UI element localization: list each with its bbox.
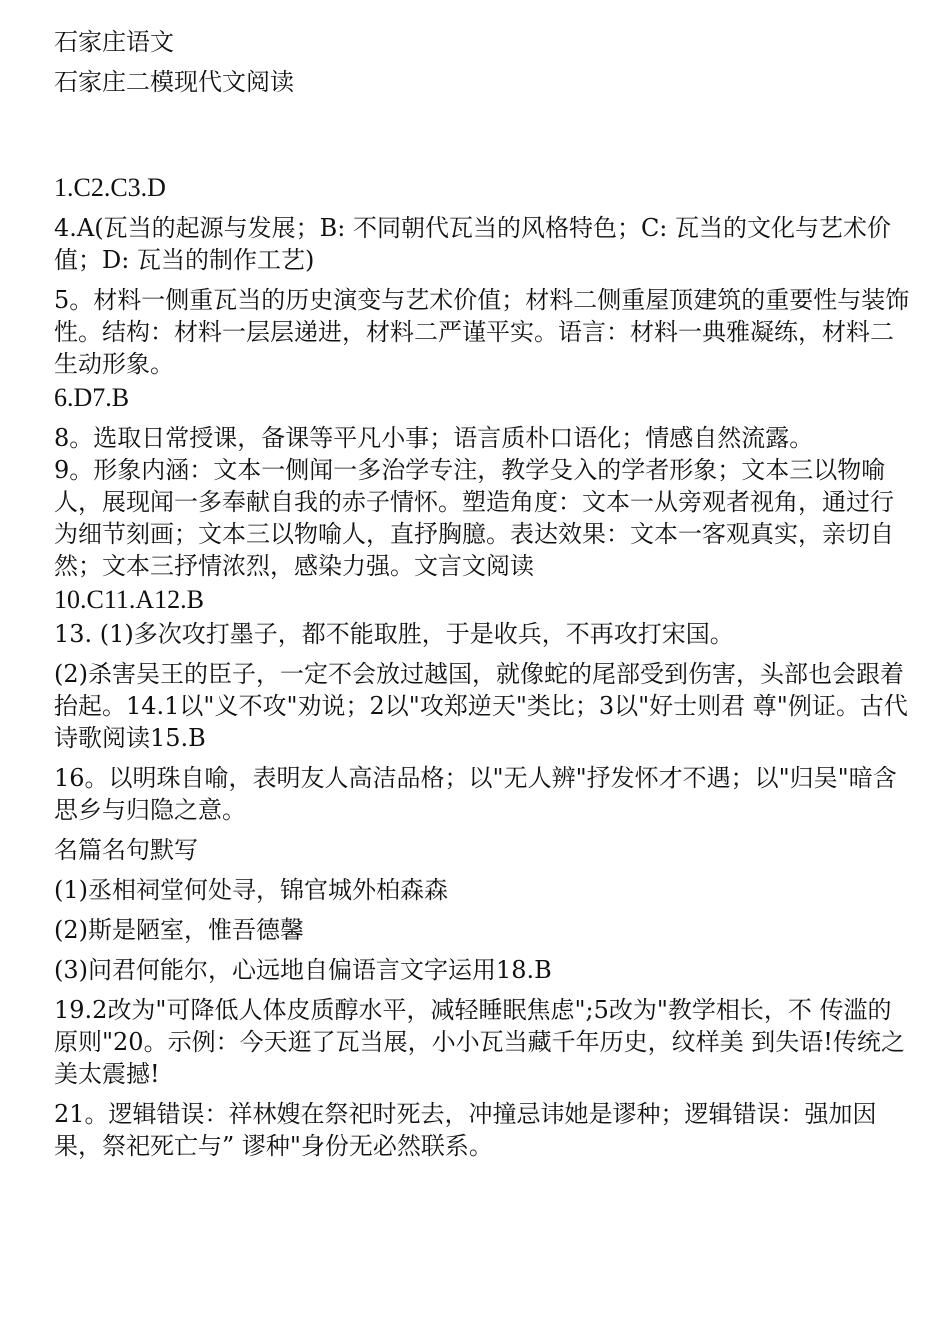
answer-13-1: 13. (1)多次攻打墨子，都不能取胜，于是收兵，不再攻打宋国。 <box>54 620 734 648</box>
answer-8: 8。选取日常授课，备课等平凡小事；语言质朴口语化；情感自然流露。 <box>54 424 814 452</box>
document-body <box>54 22 914 1162</box>
mingpian-3: (3)问君何能尔，心远地自偏语言文字运用18.B <box>54 956 552 984</box>
answer-13-2: (2)杀害吴王的臣子，一定不会放过越国，就像蛇的尾部受到伤害，头部也会跟着抬起。14.1以"义不攻"劝说；2以"攻郑逆天"类比；3以"好士则君 尊"例证。古代诗歌阅读15.B <box>54 660 908 752</box>
mingpian-2: (2)斯是陋室，惟吾德馨 <box>54 916 304 944</box>
answer-9: 9。形象内涵：文本一侧闻一多治学专注，教学殳入的学者形象；文本三以物喻人，展现闻一多奉献自我的赤子情怀。塑造角度：文本一从旁观者视角，通过行为细节刻画；文本三以物喻人，直抒胸臆。表达效果：文本一客观真实，亲切自然；文本三抒情浓烈，感染力强。文言文阅读 <box>54 456 894 580</box>
answer-21: 21。逻辑错误：祥林嫂在祭祀时死去，冲撞忌讳她是谬种；逻辑错误：强加因果，祭祀死亡与” 谬种"身份无必然联系。 <box>54 1100 877 1160</box>
answer-19-20: 19.2改为"可降低人体皮质醇水平，减轻睡眠焦虑";5改为"教学相长，不 传滥的原则"20。示例：今天逛了瓦当展，小小瓦当藏千年历史，纹样美 到失语!传统之美太震撼! <box>54 996 905 1088</box>
answer-6-7: 6.D7.B <box>54 383 130 412</box>
section-title-mingpian: 名篇名句默写 <box>54 836 198 864</box>
header-line-2: 石家庄二模现代文阅读 <box>54 68 294 96</box>
answer-16: 16。以明珠自喻，表明友人高洁品格；以"无人辨"抒发怀才不遇；以"归吴"暗含思乡与归隐之意。 <box>54 764 897 824</box>
answer-4: 4.A(瓦当的起源与发展；B: 不同朝代瓦当的风格特色；C: 瓦当的文化与艺术价值；D: 瓦当的制作工艺) <box>54 214 892 274</box>
answer-10-12: 10.C11.A12.B <box>54 585 204 614</box>
mingpian-1: (1)丞相祠堂何处寻，锦官城外柏森森 <box>54 876 448 904</box>
answer-5: 5。材料一侧重瓦当的历史演变与艺术价值；材料二侧重屋顶建筑的重要性与装饰性。结构：材料一层层递进，材料二严谨平实。语言：材料一典雅凝练，材料二生动形象。 <box>54 286 910 378</box>
answer-1-3: 1.C2.C3.D <box>54 173 166 202</box>
header-line-1: 石家庄语文 <box>54 28 174 56</box>
